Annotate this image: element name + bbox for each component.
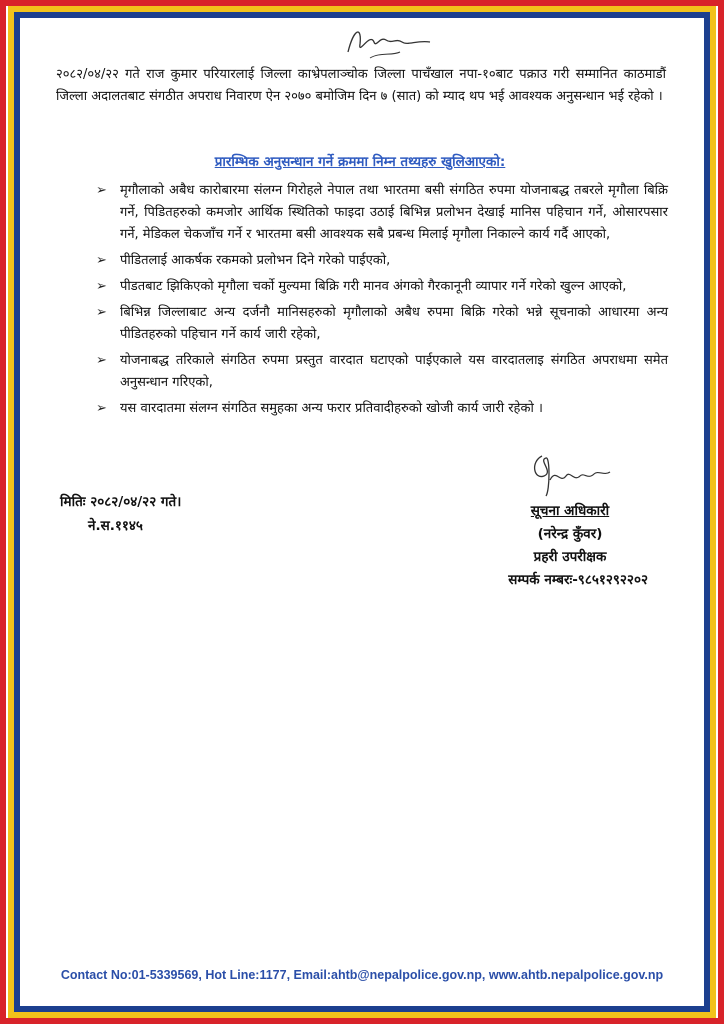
officer-name: (नरेन्द्र कुँवर) (537, 526, 603, 542)
border-right-blue (704, 12, 710, 1012)
officer-signature-icon (520, 450, 616, 502)
list-item: ➢ पीडितलाई आकर्षक रकमको प्रलोभन दिने गरेको पाईएको, (96, 250, 668, 272)
list-item: ➢ योजनाबद्ध तरिकाले संगठित रुपमा प्रस्तुत वारदात घटाएको पाईएकाले यस वारदातलाइ संगठित अपराधमा समेत अनुसन्धान गरिएको, (96, 350, 668, 394)
officer-title: सूचना अधिकारी (530, 503, 610, 519)
findings-list (96, 180, 668, 424)
border-left-red (0, 0, 6, 1024)
list-item: ➢ मृगौलाको अबैध कारोबारमा संलग्न गिरोहले नेपाल तथा भारतमा बसी संगठित रुपमा योजनाबद्ध तबरले मृगौला बिक्रि गर्ने, पिडितहरुको कमजोर आर्थिक स्थितिको फाइदा उठाई बिभिन्न प्रलोभन देखाई मानिस पहिचान गर्ने, ओसारपसार गर्ने, मेडिकल चेकजाँच गर्ने र भारतमा बसी आवश्यक सबै प्रबन्ध मिलाई मृगौला निकाल्ने कार्य गर्दै आएको, (96, 180, 668, 246)
officer-contact: सम्पर्क नम्बरः-९८५१२९२२०२ (508, 572, 648, 588)
arrow-bullet-icon: ➢ (96, 353, 107, 368)
arrow-bullet-icon: ➢ (96, 253, 107, 268)
nepal-sambat-line: ने.स.११४५ (88, 518, 143, 534)
list-item: ➢ पीडतबाट झिकिएको मृगौला चर्को मुल्यमा बिक्रि गरी मानव अंगको गैरकानूनी व्यापार गर्ने गरेको खुल्न आएको, (96, 276, 668, 298)
list-item: ➢ बिभिन्न जिल्लाबाट अन्य दर्जनौ मानिसहरुको मृगौलाको अबैध रुपमा बिक्रि गरेको भन्ने सूचनाको आधारमा अन्य पीडितहरुको पहिचान गर्ने कार्य जारी रहेको, (96, 302, 668, 346)
border-bottom-blue (14, 1006, 710, 1012)
footer-contact: Contact No:01-5339569, Hot Line:1177, Email:ahtb@nepalpolice.gov.np, www.ahtb.nepalpolice.gov.np (60, 968, 664, 982)
arrow-bullet-icon: ➢ (96, 305, 107, 320)
findings-heading: प्रारम्भिक अनुसन्धान गर्ने क्रममा निम्न तथ्यहरु खुलिआएको: (214, 154, 506, 170)
border-right-yellow (710, 6, 716, 1018)
list-item: ➢ यस वारदातमा संलग्न संगठित समुहका अन्य फरार प्रतिवादीहरुको खोजी कार्य जारी रहेको । (96, 398, 668, 420)
top-signature-icon (340, 22, 436, 62)
arrow-bullet-icon: ➢ (96, 401, 107, 416)
intro-paragraph: २०८२/०४/२२ गते राज कुमार परियारलाई जिल्ला काभ्रेपलाञ्चोक जिल्ला पाचँखाल नपा-१०बाट पक्राउ गरी सम्मानित काठमाडौं जिल्ला अदालतबाट संगठीत अपराध निवारण ऐन २०७० बमोजिम दिन ७ (सात) को म्याद थप भई आवश्यक अनुसन्धान भई रहेको । (56, 67, 666, 104)
border-bottom-yellow (8, 1012, 716, 1018)
arrow-bullet-icon: ➢ (96, 279, 107, 294)
date-block (60, 490, 181, 538)
border-right-red (718, 0, 724, 1024)
date-line: मितिः २०८२/०४/२२ गते। (60, 494, 182, 510)
officer-rank: प्रहरी उपरीक्षक (533, 549, 607, 565)
officer-block (460, 500, 680, 592)
arrow-bullet-icon: ➢ (96, 183, 107, 198)
border-bottom-red (0, 1018, 724, 1024)
